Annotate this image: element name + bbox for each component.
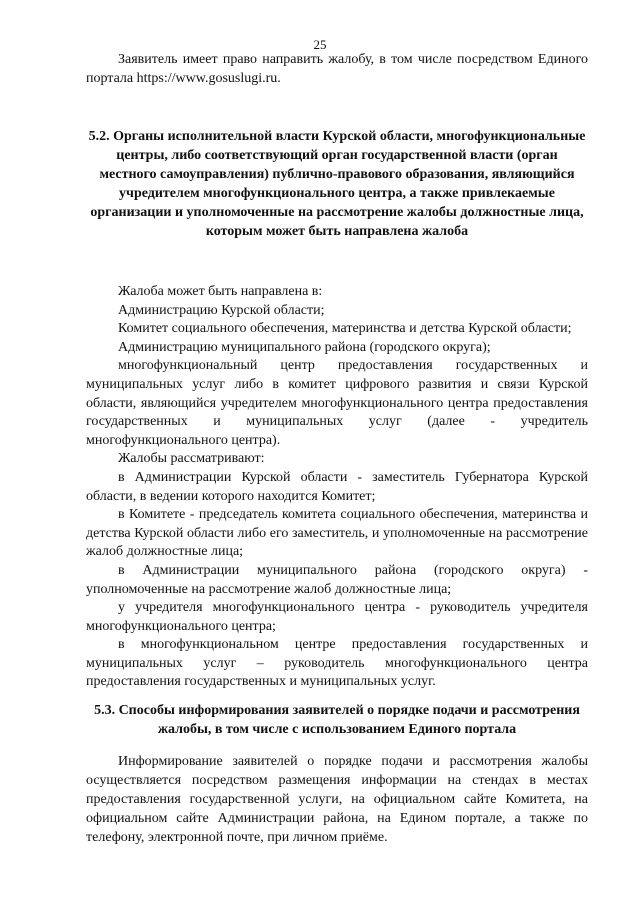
paragraph: в Администрации Курской области - заместитель Губернатора Курской области, в ведении которого находится Комитет; xyxy=(86,469,588,504)
section-5-2-body xyxy=(86,283,588,692)
intro-paragraph: Заявитель имеет право направить жалобу, в том числе посредством Единого портала https://www.gosuslugi.ru. xyxy=(86,52,588,86)
paragraph: в Администрации муниципального района (городского округа) - уполномоченные на рассмотрение жалоб должностные лица; xyxy=(86,562,588,597)
paragraph: Жалоба может быть направлена в: xyxy=(118,284,323,299)
section-5-2-heading: 5.2. Органы исполнительной власти Курской области, многофункциональные центры, либо соответствующий орган государственной власти (орган местного самоуправления) публично-правового образования, являющийся учредителем многофункционального центра, а также привлекаемые организации и уполномоченные на рассмотрение жалобы должностные лица, которым может быть направлена жалоба xyxy=(88,129,586,239)
paragraph: в многофункциональном центре предоставления государственных и муниципальных услуг – руководитель многофункционального центра предоставления государственных и муниципальных услуг. xyxy=(86,637,588,690)
paragraph: в Комитете - председатель комитета социального обеспечения, материнства и детства Курской области либо его заместитель, и уполномоченные на рассмотрение жалоб должностные лица; xyxy=(86,507,588,560)
paragraph: Администрацию муниципального района (городского округа); xyxy=(118,339,491,355)
paragraph: Комитет социального обеспечения, материнства и детства Курской области; xyxy=(118,321,572,337)
paragraph: многофункциональный центр предоставления государственных и муниципальных услуг либо в комитет цифрового развития и связи Курской области, являющийся учредителем многофункционального центра предоставления государственных и муниципальных услуг (далее - учредитель многофункционального центра). xyxy=(86,358,588,448)
section-5-3-heading: 5.3. Способы информирования заявителей о порядке подачи и рассмотрения жалобы, в том числе с использованием Единого портала xyxy=(94,703,580,737)
section-5-3-paragraph: Информирование заявителей о порядке подачи и рассмотрения жалобы осуществляется посредством размещения информации на стендах в местах предоставления государственной услуги, на официальном сайте Комитета, на официальном сайте Администрации района, на Едином портале, а также по телефону, электронной почте, при личном приёме. xyxy=(86,754,588,845)
paragraph: у учредителя многофункционального центра - руководитель учредителя многофункционального центра; xyxy=(86,600,588,634)
paragraph: Жалобы рассматривают: xyxy=(118,451,265,467)
page-number: 25 xyxy=(313,37,327,52)
paragraph: Администрацию Курской области; xyxy=(118,302,325,318)
